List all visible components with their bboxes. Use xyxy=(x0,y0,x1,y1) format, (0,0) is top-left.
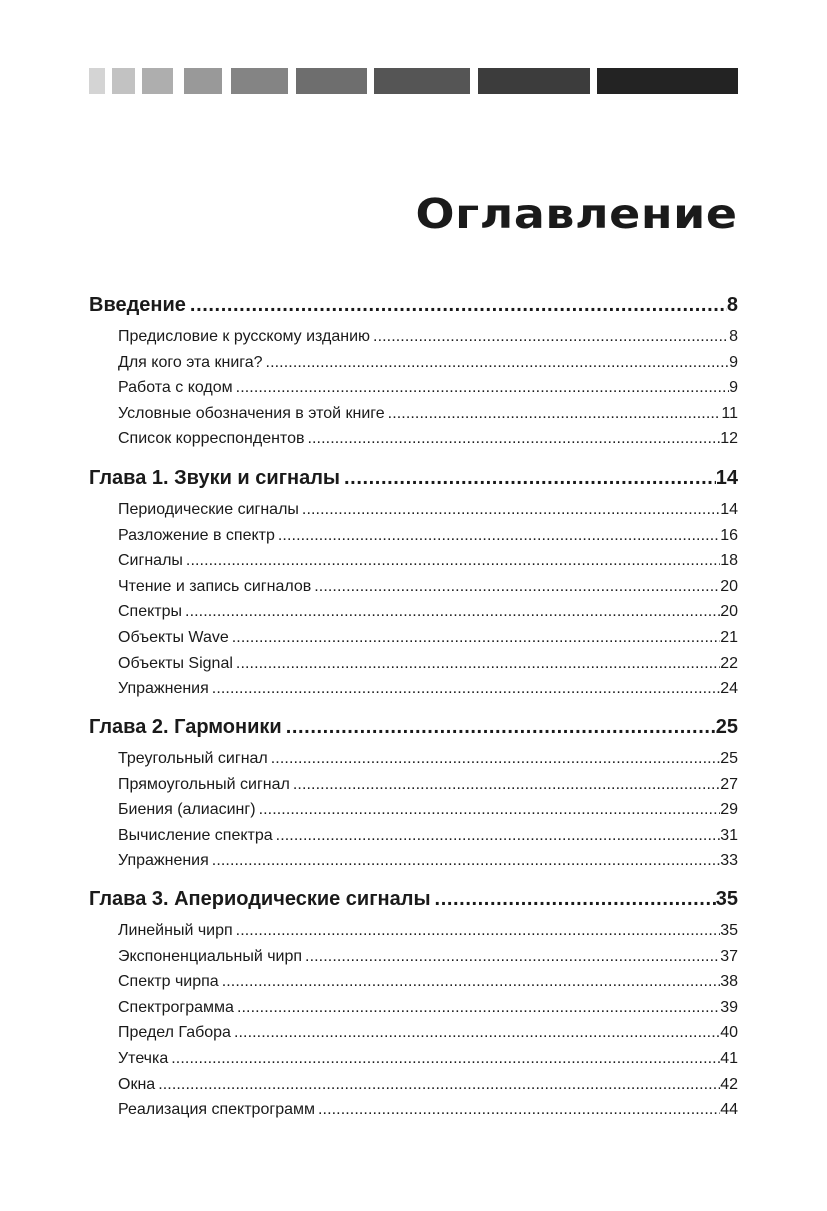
toc-section-page: 29 xyxy=(720,801,738,819)
toc-section-title: Вычисление спектра xyxy=(118,826,273,844)
header-bar-segment xyxy=(89,68,105,94)
toc-section-entry[interactable] xyxy=(118,552,738,570)
toc-section-page: 18 xyxy=(720,552,738,570)
toc-section-title: Экспоненциальный чирп xyxy=(118,947,303,965)
toc-section-page: 37 xyxy=(720,947,738,965)
toc-section-page: 16 xyxy=(720,526,738,544)
header-bar-segment xyxy=(478,68,590,94)
toc-section-page: 41 xyxy=(720,1050,738,1067)
toc-section-entry[interactable] xyxy=(118,527,738,545)
toc-leader-dots xyxy=(233,655,720,673)
toc-section-title: Условные обозначения в этой книге xyxy=(118,404,385,422)
toc-chapter-page: 25 xyxy=(715,716,738,738)
toc-section-entry[interactable] xyxy=(118,948,738,966)
toc-leader-dots xyxy=(340,467,716,490)
toc-section-title: Спектр чирпа xyxy=(118,973,219,991)
toc-leader-dots xyxy=(273,827,721,845)
toc-section-title: Биения (алиасинг) xyxy=(118,801,256,819)
toc-section-entry[interactable] xyxy=(118,1076,738,1094)
toc-section-entry[interactable] xyxy=(118,801,738,819)
toc-section-page: 22 xyxy=(720,654,738,672)
toc-section-entry[interactable] xyxy=(118,379,738,397)
toc-section-entry[interactable] xyxy=(118,603,738,621)
toc-section-entry[interactable] xyxy=(118,405,738,423)
toc-leader-dots xyxy=(311,578,720,596)
toc-section-entry[interactable] xyxy=(118,1024,738,1042)
toc-chapter-title: Введение xyxy=(89,294,186,316)
toc-section-title: Треугольный сигнал xyxy=(118,750,268,767)
toc-section-title: Объекты Signal xyxy=(118,654,233,672)
toc-section-title: Предисловие к русскому изданию xyxy=(118,328,371,345)
toc-section-page: 12 xyxy=(720,430,738,448)
toc-section-entry[interactable] xyxy=(118,501,738,519)
toc-section-entry[interactable] xyxy=(118,430,738,448)
toc-leader-dots xyxy=(219,973,721,991)
toc-chapter-page: 14 xyxy=(715,467,738,489)
toc-section-title: Чтение и запись сигналов xyxy=(118,577,312,595)
toc-section-entry[interactable] xyxy=(118,999,738,1017)
toc-section-page: 33 xyxy=(720,852,738,870)
page-title: Оглавление xyxy=(415,190,738,238)
toc-chapter-title: Глава 2. Гармоники xyxy=(89,716,282,738)
toc-leader-dots xyxy=(290,776,720,794)
header-bar-segment xyxy=(142,68,173,94)
toc-section-entry[interactable] xyxy=(118,578,738,596)
toc-leader-dots xyxy=(385,405,722,423)
toc-leader-dots xyxy=(186,294,727,317)
toc-leader-dots xyxy=(231,1024,720,1042)
toc-section-page: 44 xyxy=(720,1101,738,1119)
toc-section-page: 9 xyxy=(729,379,738,397)
toc-section-title: Объекты Wave xyxy=(118,629,229,646)
toc-chapter-entry[interactable] xyxy=(89,294,738,317)
toc-section-page: 27 xyxy=(720,775,738,793)
toc-section-page: 20 xyxy=(720,603,738,621)
toc-section-entry[interactable] xyxy=(118,1101,738,1119)
toc-leader-dots xyxy=(182,603,720,621)
toc-leader-dots xyxy=(209,680,720,698)
header-bar-segment xyxy=(184,68,222,94)
toc-section-entry[interactable] xyxy=(118,1050,738,1068)
toc-section-title: Периодические сигналы xyxy=(118,501,299,518)
toc-section-entry[interactable] xyxy=(118,655,738,673)
toc-section-entry[interactable] xyxy=(118,852,738,870)
toc-section-title: Линейный чирп xyxy=(118,922,233,939)
header-bar-segment xyxy=(296,68,367,94)
toc-leader-dots xyxy=(370,328,729,346)
toc-leader-dots xyxy=(256,801,721,819)
toc-section-page: 38 xyxy=(720,973,738,991)
toc-chapter-entry[interactable] xyxy=(89,467,738,490)
toc-leader-dots xyxy=(304,430,720,448)
toc-leader-dots xyxy=(263,354,730,372)
toc-section-page: 42 xyxy=(720,1075,738,1093)
toc-chapter-page: 35 xyxy=(715,888,738,910)
toc-section-page: 9 xyxy=(729,353,738,371)
toc-chapter-title: Глава 1. Звуки и сигналы xyxy=(89,467,341,489)
toc-section-page: 8 xyxy=(729,328,738,345)
toc-section-entry[interactable] xyxy=(118,629,738,647)
toc-section-page: 20 xyxy=(720,577,738,595)
toc-section-entry[interactable] xyxy=(118,922,738,940)
toc-section-page: 24 xyxy=(720,680,738,698)
toc-section-entry[interactable] xyxy=(118,776,738,794)
toc-section-title: Сигналы xyxy=(118,552,183,570)
toc-chapter-page: 8 xyxy=(726,294,738,316)
toc-leader-dots xyxy=(268,750,720,768)
header-bar-segment xyxy=(597,68,738,94)
toc-section-title: Для кого эта книга? xyxy=(118,353,263,371)
toc-chapter-entry[interactable] xyxy=(89,888,738,911)
toc-section-page: 35 xyxy=(720,922,738,939)
toc-section-title: Спектры xyxy=(118,603,183,621)
header-bar-segment xyxy=(231,68,288,94)
toc-section-page: 40 xyxy=(720,1024,738,1042)
toc-section-title: Разложение в спектр xyxy=(118,526,275,544)
toc-section-title: Спектрограмма xyxy=(118,998,234,1016)
header-bar-segment xyxy=(112,68,135,94)
toc-leader-dots xyxy=(234,999,720,1017)
toc-leader-dots xyxy=(183,552,720,570)
toc-section-page: 39 xyxy=(720,998,738,1016)
toc-section-entry[interactable] xyxy=(118,973,738,991)
header-bar-segment xyxy=(374,68,470,94)
toc-section-title: Предел Габора xyxy=(118,1024,231,1042)
toc-chapter-title: Глава 3. Апериодические сигналы xyxy=(89,888,431,910)
toc-section-title: Реализация спектрограмм xyxy=(118,1101,315,1119)
toc-section-entry[interactable] xyxy=(118,680,738,698)
toc-leader-dots xyxy=(233,379,729,397)
toc-section-page: 14 xyxy=(720,501,738,518)
toc-section-entry[interactable] xyxy=(118,750,738,768)
toc-section-title: Упражнения xyxy=(118,680,209,698)
toc-section-page: 11 xyxy=(721,404,738,422)
toc-section-title: Упражнения xyxy=(118,852,209,870)
toc-leader-dots xyxy=(168,1050,720,1068)
toc-section-entry[interactable] xyxy=(118,354,738,372)
toc-leader-dots xyxy=(233,922,721,940)
toc-leader-dots xyxy=(275,527,720,545)
toc-section-entry[interactable] xyxy=(118,328,738,346)
toc-section-page: 31 xyxy=(720,826,738,844)
toc-section-page: 21 xyxy=(720,629,738,646)
toc-leader-dots xyxy=(155,1076,720,1094)
toc-chapter-entry[interactable] xyxy=(89,716,738,739)
toc-section-entry[interactable] xyxy=(118,827,738,845)
toc-section-title: Список корреспондентов xyxy=(118,430,305,448)
toc-leader-dots xyxy=(282,716,716,739)
toc-leader-dots xyxy=(229,629,720,647)
toc-leader-dots xyxy=(431,888,716,911)
toc-section-title: Работа с кодом xyxy=(118,379,233,397)
toc-leader-dots xyxy=(299,501,720,519)
toc-leader-dots xyxy=(302,948,720,966)
toc-section-title: Утечка xyxy=(118,1050,169,1067)
toc-section-title: Окна xyxy=(118,1075,156,1093)
toc-section-page: 25 xyxy=(720,750,738,767)
toc-leader-dots xyxy=(315,1101,720,1119)
toc-section-title: Прямоугольный сигнал xyxy=(118,775,290,793)
toc-leader-dots xyxy=(209,852,720,870)
